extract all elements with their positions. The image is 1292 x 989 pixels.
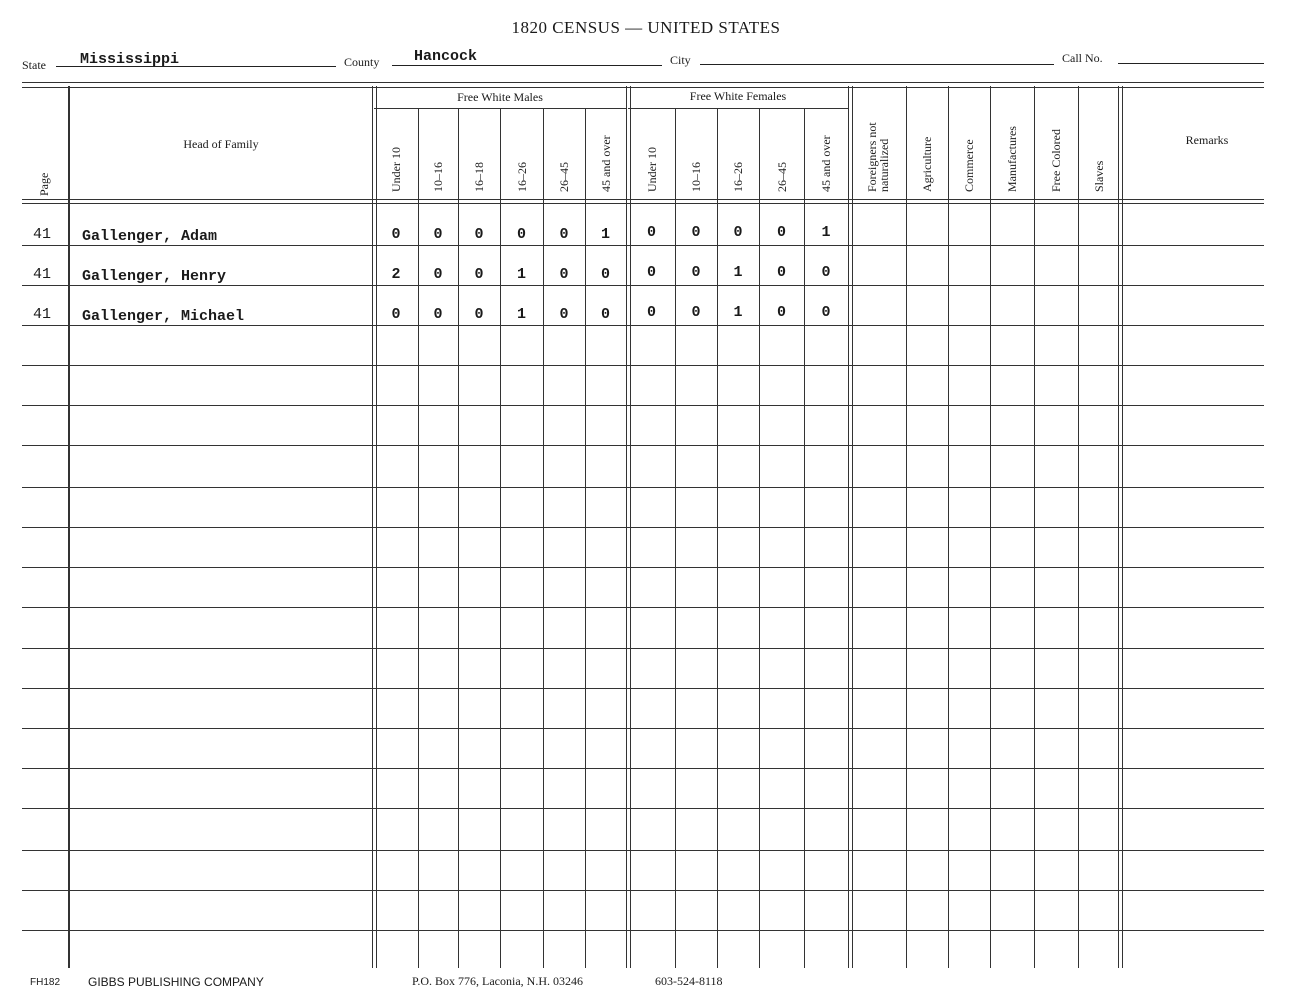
male-count-cell: 1 <box>516 306 526 323</box>
male-col-header-5: 45 and over <box>598 135 613 192</box>
female-count-cell: 0 <box>821 304 831 321</box>
female-count-cell: 0 <box>691 264 701 281</box>
page-col-divider <box>68 86 70 968</box>
male-col-header-3: 16–26 <box>514 162 529 192</box>
head-of-family-name: Gallenger, Michael <box>82 308 245 325</box>
grid-top-rule <box>22 82 1264 83</box>
female-count-cell: 0 <box>691 304 701 321</box>
female-col-header-0: Under 10 <box>644 147 659 192</box>
male-count-cell: 1 <box>516 266 526 283</box>
female-count-cell: 0 <box>776 224 786 241</box>
male-count-cell: 0 <box>600 306 610 323</box>
male-col-header-1: 10–16 <box>431 162 445 192</box>
other-col-divider <box>906 86 907 968</box>
female-col-header-2: 16–26 <box>731 162 745 192</box>
male-count-cell: 0 <box>474 226 484 243</box>
head-of-family-name: Gallenger, Adam <box>82 228 218 245</box>
page-header: Page <box>37 172 51 196</box>
call-no-label: Call No. <box>1062 51 1103 65</box>
other-col-divider <box>990 86 991 968</box>
male-count-cell: 0 <box>474 266 484 283</box>
female-count-cell: 1 <box>821 224 831 241</box>
female-count-cell: 0 <box>691 224 701 241</box>
male-count-cell: 0 <box>433 226 443 243</box>
female-count-cell: 0 <box>776 304 786 321</box>
female-col-header-1: 10–16 <box>689 162 703 192</box>
female-count-cell: 0 <box>646 304 656 321</box>
page-number: 41 <box>32 226 51 243</box>
female-count-cell: 0 <box>733 224 743 241</box>
call-no-fill-line <box>1118 63 1264 64</box>
male-count-cell: 0 <box>559 226 569 243</box>
head-of-family-name: Gallenger, Henry <box>82 268 227 285</box>
remarks-divider-inner <box>1122 86 1123 968</box>
city-fill-line <box>700 64 1054 65</box>
males-end-divider-inner <box>630 86 631 968</box>
publisher-phone: 603-524-8118 <box>655 974 723 988</box>
other-col-header-5: Slaves <box>1092 160 1106 192</box>
publisher-address: P.O. Box 776, Laconia, N.H. 03246 <box>412 974 583 988</box>
form-code: FH182 <box>30 977 61 988</box>
form-title: 1820 CENSUS — UNITED STATES <box>511 18 781 37</box>
females-end-divider <box>848 86 849 968</box>
head-of-family-header: Head of Family <box>183 137 259 151</box>
publisher-name: GIBBS PUBLISHING COMPANY <box>88 975 264 989</box>
other-col-header-3: Manufactures <box>1005 126 1019 192</box>
city-label: City <box>670 53 691 67</box>
state-value: Mississippi <box>80 51 180 68</box>
males-end-divider <box>626 86 627 968</box>
female-count-cell: 0 <box>646 224 656 241</box>
female-col-divider <box>804 108 805 968</box>
female-count-cell: 1 <box>733 264 743 281</box>
females-end-divider-inner <box>852 86 853 968</box>
female-col-header-3: 26–45 <box>774 162 789 192</box>
male-col-header-4: 26–45 <box>557 162 571 192</box>
male-count-cell: 0 <box>474 306 484 323</box>
other-col-header-1: Agriculture <box>920 136 934 192</box>
female-count-cell: 0 <box>821 264 831 281</box>
other-col-divider <box>1078 86 1079 968</box>
other-col-divider <box>948 86 949 968</box>
county-fill-line <box>392 65 662 66</box>
male-col-header-0: Under 10 <box>389 147 403 192</box>
female-count-cell: 0 <box>776 264 786 281</box>
other-col-header-0: Foreigners not naturalized <box>865 122 891 192</box>
male-count-cell: 0 <box>433 266 443 283</box>
female-count-cell: 0 <box>646 264 656 281</box>
male-count-cell: 0 <box>559 306 569 323</box>
county-value: Hancock <box>414 48 478 65</box>
female-col-divider <box>759 108 760 968</box>
other-col-divider <box>1034 86 1035 968</box>
male-count-cell: 2 <box>391 266 401 283</box>
county-label: County <box>344 55 380 69</box>
male-count-cell: 0 <box>391 226 401 243</box>
female-col-header-4: 45 and over <box>819 135 833 192</box>
other-col-header-2: Commerce <box>962 139 976 192</box>
other-col-header-4: Free Colored <box>1049 129 1063 192</box>
free-white-females-header: Free White Females <box>689 89 787 103</box>
male-count-cell: 1 <box>600 226 610 243</box>
female-count-cell: 1 <box>733 304 743 321</box>
remarks-header: Remarks <box>1185 133 1229 147</box>
male-count-cell: 0 <box>516 226 526 243</box>
male-col-header-2: 16–18 <box>472 162 486 192</box>
male-count-cell: 0 <box>433 306 443 323</box>
male-count-cell: 0 <box>391 306 401 323</box>
remarks-divider <box>1118 86 1119 968</box>
page-number: 41 <box>32 266 51 283</box>
name-col-divider <box>372 86 373 968</box>
male-count-cell: 0 <box>559 266 569 283</box>
name-col-divider-inner <box>376 86 377 968</box>
page-number: 41 <box>32 306 51 323</box>
male-count-cell: 0 <box>600 266 610 283</box>
free-white-males-header: Free White Males <box>457 90 543 104</box>
state-label: State <box>22 58 46 72</box>
females-group-rule <box>628 108 848 109</box>
